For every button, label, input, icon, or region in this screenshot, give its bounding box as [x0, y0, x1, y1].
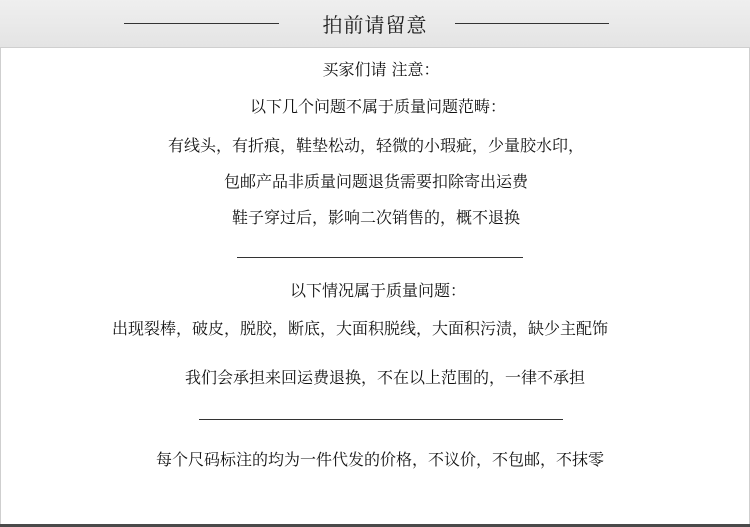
header-banner	[0, 0, 750, 48]
return-policy-line: 我们会承担来回运费退换，不在以上范围的，一律不承担	[184, 368, 585, 387]
notice-line-1: 买家们请 注意：	[322, 60, 440, 79]
quality-issues-line: 出现裂棒，破皮，脱胶，断底，大面积脱线，大面积污渍，缺少主配饰	[111, 319, 608, 338]
quality-heading: 以下情况属于质量问题：	[289, 281, 466, 300]
title-rule-right	[455, 23, 609, 24]
notice-line-3: 有线头，有折痕，鞋垫松动，轻微的小瑕疵，少量胶水印，	[167, 136, 584, 155]
notice-line-4: 包邮产品非质量问题退货需要扣除寄出运费	[223, 172, 528, 191]
separator-2	[199, 419, 563, 420]
pricing-note-line: 每个尺码标注的均为一件代发的价格，不议价，不包邮，不抹零	[155, 450, 604, 469]
page-title: 拍前请留意	[322, 13, 428, 37]
notice-line-5: 鞋子穿过后，影响二次销售的，概不退换	[231, 208, 520, 227]
notice-line-2: 以下几个问题不属于质量问题范畴：	[249, 97, 506, 116]
separator-1	[237, 257, 523, 258]
